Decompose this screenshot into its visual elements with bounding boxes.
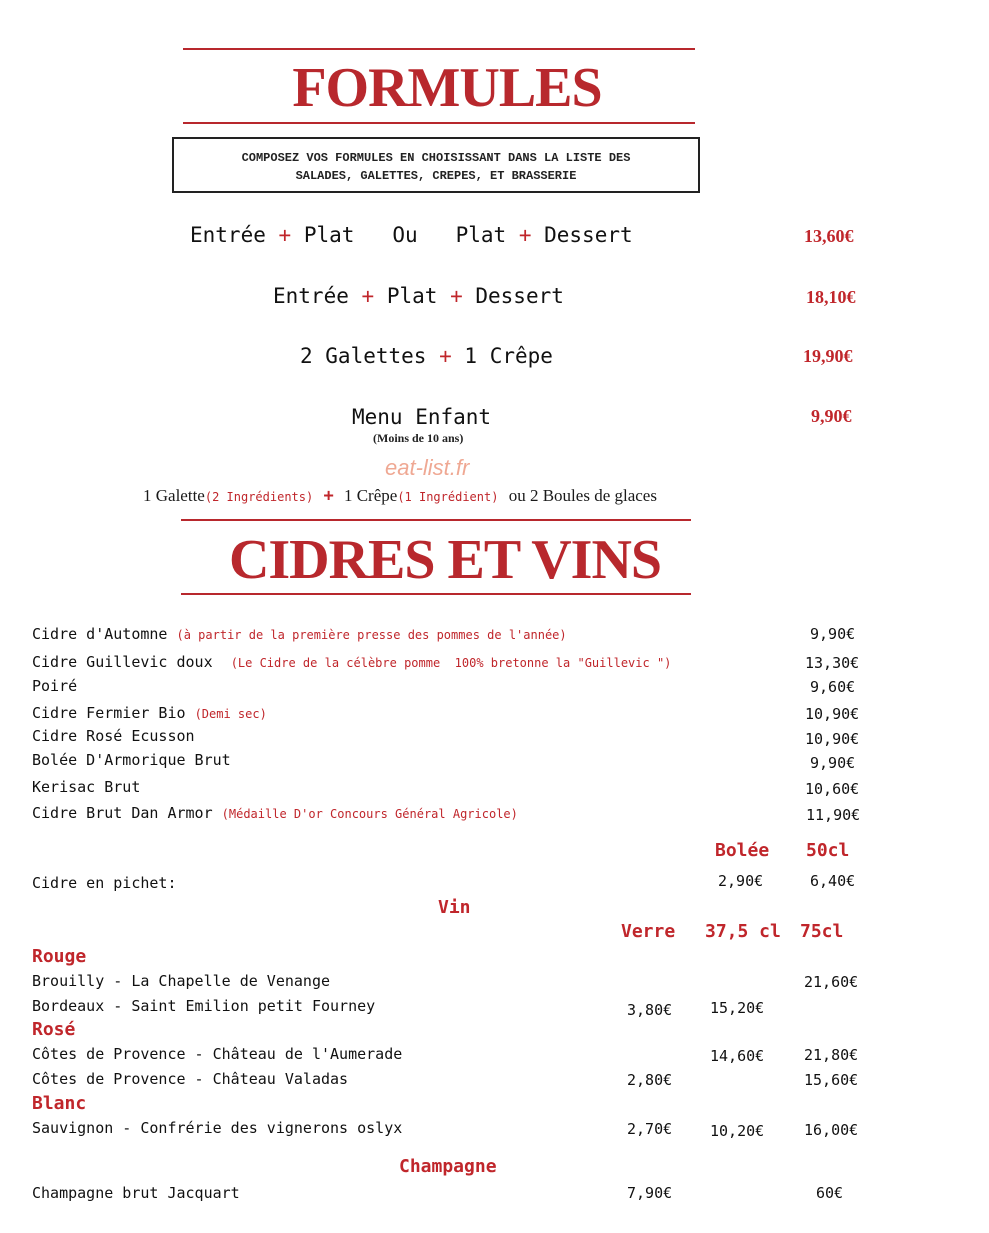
offer-3-price: 19,90€ <box>803 346 853 366</box>
pichet-50cl-price: 6,40€ <box>810 872 856 890</box>
wine-375cl-price: 14,60€ <box>710 1047 765 1065</box>
offer-1-entree: Entrée <box>190 223 266 247</box>
champagne-heading: Champagne <box>399 1156 497 1177</box>
cidre-note: (Médaille D'or Concours Général Agricole) <box>221 807 518 821</box>
cidre-price: 11,90€ <box>806 806 861 824</box>
offer-1-plat-2: Plat <box>455 223 507 247</box>
table-row: Brouilly - La Chapelle de Venange <box>32 972 331 990</box>
col-75cl: 75cl <box>800 921 844 942</box>
cidre-price: 13,30€ <box>805 654 860 672</box>
table-row: Champagne brut Jacquart <box>32 1184 240 1202</box>
rose-heading: Rosé <box>32 1019 76 1040</box>
cidre-name: Cidre Fermier Bio <box>32 704 186 722</box>
cidre-note: (Le Cidre de la célèbre pomme 100% bretonne la "Guillevic ") <box>230 656 672 670</box>
plus-icon: + <box>278 223 292 247</box>
formules-title: FORMULES <box>292 57 602 119</box>
cidre-price: 9,60€ <box>810 678 856 696</box>
list-item <box>32 653 671 671</box>
plus-icon: + <box>518 223 532 247</box>
wine-75cl-price: 60€ <box>816 1184 844 1202</box>
offer-2-entree: Entrée <box>273 284 349 308</box>
cidre-name: Bolée D'Armorique Brut <box>32 751 231 769</box>
offer-1 <box>190 223 633 247</box>
menu-enfant-subtitle: (Moins de 10 ans) <box>373 431 464 445</box>
detail-galette-note: (2 Ingrédients) <box>204 490 314 504</box>
detail-crepe: 1 Crêpe <box>343 486 398 505</box>
instructions-line-2: SALADES, GALETTES, CREPES, ET BRASSERIE <box>295 169 577 183</box>
wine-verre-price: 2,70€ <box>627 1120 673 1138</box>
wine-75cl-price: 21,80€ <box>804 1046 859 1064</box>
cidre-price: 9,90€ <box>810 625 856 643</box>
cidre-price: 9,90€ <box>810 754 856 772</box>
cidre-name: Cidre d'Automne <box>32 625 168 643</box>
top-rule <box>183 48 695 50</box>
table-row: Côtes de Provence - Château Valadas <box>32 1070 349 1088</box>
cidre-price: 10,90€ <box>805 705 860 723</box>
offer-1-price: 13,60€ <box>804 226 854 246</box>
table-row: Côtes de Provence - Château de l'Aumerade <box>32 1045 403 1063</box>
list-item <box>32 751 231 769</box>
blanc-heading: Blanc <box>32 1093 87 1114</box>
list-item <box>32 677 77 695</box>
instructions-line-1: COMPOSEZ VOS FORMULES EN CHOISISSANT DANS LA LISTE DES <box>241 151 631 165</box>
offer-2-dessert: Dessert <box>475 284 564 308</box>
rouge-heading: Rouge <box>32 946 87 967</box>
table-row: Sauvignon - Confrérie des vignerons oslyx <box>32 1119 403 1137</box>
table-row: Bordeaux - Saint Emilion petit Fourney <box>32 997 376 1015</box>
col-375cl: 37,5 cl <box>705 921 781 942</box>
detail-galette: 1 Galette <box>143 486 205 505</box>
cidres-underline <box>181 593 691 595</box>
detail-glaces: ou 2 Boules de glaces <box>508 486 657 505</box>
cidre-name: Kerisac Brut <box>32 778 141 796</box>
cidre-name: Cidre Brut Dan Armor <box>32 804 213 822</box>
cidre-name: Cidre Rosé Ecusson <box>32 727 195 745</box>
offer-1-plat: Plat <box>303 223 355 247</box>
list-item <box>32 804 518 822</box>
detail-crepe-note: (1 Ingrédient) <box>397 490 499 504</box>
wine-verre-price: 2,80€ <box>627 1071 673 1089</box>
plus-icon: + <box>439 344 452 368</box>
plus-icon: + <box>323 486 334 506</box>
col-50cl: 50cl <box>806 840 850 861</box>
offer-2-price: 18,10€ <box>806 287 856 307</box>
watermark-text: eat-list.fr <box>385 455 470 480</box>
menu-enfant-title: Menu Enfant <box>352 405 492 429</box>
wine-375cl-price: 10,20€ <box>710 1122 765 1140</box>
list-item <box>32 778 140 796</box>
offer-2 <box>273 284 564 308</box>
cidre-price: 10,90€ <box>805 730 860 748</box>
offer-3 <box>300 344 553 368</box>
col-bolee: Bolée <box>715 840 770 861</box>
formules-underline <box>183 122 695 124</box>
cidre-name: Cidre Guillevic doux <box>32 653 213 671</box>
vin-heading: Vin <box>438 897 471 918</box>
offer-1-dessert: Dessert <box>544 223 633 247</box>
list-item <box>32 625 567 643</box>
menu-enfant-price: 9,90€ <box>811 406 852 426</box>
plus-icon: + <box>450 284 463 308</box>
instructions-box <box>172 137 700 193</box>
cidre-name: Poiré <box>32 677 78 695</box>
cidre-note: (Demi sec) <box>194 707 267 721</box>
pichet-label: Cidre en pichet: <box>32 874 177 892</box>
cidre-price: 10,60€ <box>805 780 860 798</box>
wine-verre-price: 7,90€ <box>627 1184 673 1202</box>
cidres-top-rule <box>181 519 691 521</box>
list-item <box>32 704 267 722</box>
offer-1-ou: Ou <box>392 223 418 247</box>
wine-75cl-price: 15,60€ <box>804 1071 859 1089</box>
offer-3-crepe: 1 Crêpe <box>464 344 553 368</box>
wine-verre-price: 3,80€ <box>627 1001 673 1019</box>
list-item <box>32 727 195 745</box>
wine-75cl-price: 21,60€ <box>804 973 859 991</box>
pichet-bolee-price: 2,90€ <box>718 872 764 890</box>
plus-icon: + <box>361 284 375 308</box>
cidre-note: (à partir de la première presse des pommes de l'année) <box>176 628 567 642</box>
wine-375cl-price: 15,20€ <box>710 999 765 1017</box>
offer-2-plat: Plat <box>386 284 438 308</box>
cidres-vins-title: CIDRES ET VINS <box>228 529 662 591</box>
col-verre: Verre <box>621 921 676 942</box>
wine-75cl-price: 16,00€ <box>804 1121 859 1139</box>
offer-3-galettes: 2 Galettes <box>300 344 427 368</box>
